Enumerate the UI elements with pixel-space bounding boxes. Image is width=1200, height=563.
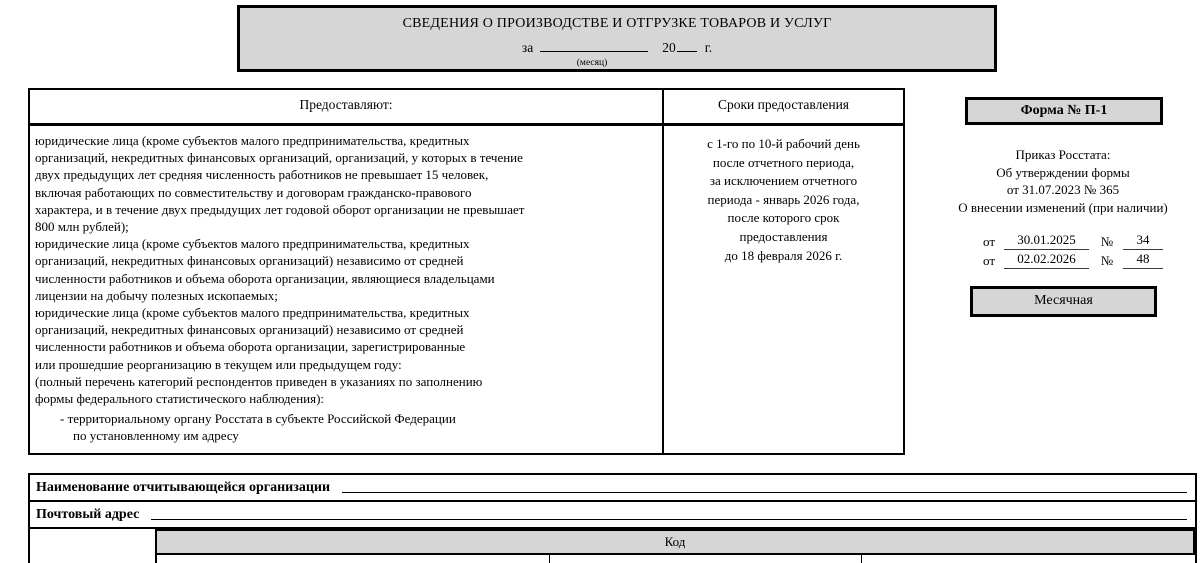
- amendment-from-label: от: [983, 234, 996, 249]
- month-blank-field[interactable]: [540, 40, 648, 52]
- amendment-no-sign: №: [1100, 253, 1114, 268]
- year-prefix: 20: [662, 40, 676, 55]
- stub-divider: [549, 555, 550, 563]
- amendments-block: [983, 231, 1163, 269]
- submitter-paragraph: юридические лица (кроме субъектов малого предпринимательства, кредитных организаций, некредитных финансовых организаций, организаций, у которых в течение двух предыдущих лет средняя численность работников не превышает 15 человек, включая работающих по совместительству и договорам гражданско-правового характера, и в течение двух предыдущих лет годовой оборот организации не превышает 800 млн рублей);: [35, 133, 525, 235]
- code-row-spacer: [30, 529, 155, 555]
- postal-field[interactable]: [151, 519, 1187, 520]
- postal-label: Почтовый адрес: [36, 507, 140, 522]
- submitters-body: [30, 126, 664, 453]
- month-hint: (месяц): [576, 58, 608, 68]
- period-line: [240, 40, 994, 56]
- form-title-box: [237, 5, 997, 72]
- amendment-date: 30.01.2025: [1004, 232, 1089, 250]
- period-prefix-label: за: [521, 40, 534, 55]
- periodicity-box: Месячная: [970, 286, 1157, 317]
- table-stub-row: [30, 555, 1195, 563]
- code-header-row: [30, 529, 1195, 555]
- requisites-box: [28, 473, 1197, 563]
- year-blank-field[interactable]: [677, 40, 697, 52]
- stub-divider: [861, 555, 862, 563]
- org-name-row: [30, 475, 1195, 502]
- amendment-date: 02.02.2026: [1004, 251, 1089, 269]
- form-title: СВЕДЕНИЯ О ПРОИЗВОДСТВЕ И ОТГРУЗКЕ ТОВАРОВ И УСЛУГ: [402, 16, 832, 31]
- amendment-row: [983, 250, 1163, 269]
- recipient-item: - территориальному органу Росстата в субъекте Российской Федерации по установленному им адресу: [60, 411, 456, 444]
- rosstat-order-block: Приказ Росстата: Об утверждении формы от 31.07.2023 № 365 О внесении изменений (при наличии): [958, 147, 1168, 215]
- amendment-number: 48: [1123, 251, 1163, 269]
- submitter-paragraph: (полный перечень категорий респондентов приведен в указаниях по заполнению формы федерального статистического наблюдения):: [35, 373, 483, 407]
- year-suffix: г.: [704, 40, 713, 55]
- org-name-field[interactable]: [342, 492, 1187, 493]
- postal-row: [30, 502, 1195, 529]
- form-number-box: Форма № П-1: [965, 97, 1163, 125]
- deadline-header: Сроки предоставления: [664, 90, 903, 126]
- org-name-label: Наименование отчитывающейся организации: [36, 480, 331, 495]
- code-header-cell: Код: [155, 529, 1195, 555]
- deadline-text: с 1-го по 10-й рабочий день после отчетного периода, за исключением отчетного периода - январь 2026 года, после которого срок предоставления до 18 февраля 2026 г.: [707, 136, 860, 263]
- stub-divider: [155, 555, 157, 563]
- submitters-header: Предоставляют:: [30, 90, 664, 126]
- amendment-number: 34: [1123, 232, 1163, 250]
- submitters-table: [28, 88, 905, 455]
- amendment-from-label: от: [983, 253, 996, 268]
- amendment-row: [983, 231, 1163, 250]
- submitter-paragraph: юридические лица (кроме субъектов малого предпринимательства, кредитных организаций, некредитных финансовых организаций) независимо от средней численности работников и объема оборота организации, зарегистрированные или прошедшие реорганизацию в текущем или предыдущем году:: [35, 305, 470, 372]
- amendment-no-sign: №: [1100, 234, 1114, 249]
- submitter-paragraph: юридические лица (кроме субъектов малого предпринимательства, кредитных организаций, некредитных финансовых организаций) независимо от средней численности работников и объема оборота организации, являющиеся владельцами лицензии на добычу полезных ископаемых;: [35, 236, 495, 303]
